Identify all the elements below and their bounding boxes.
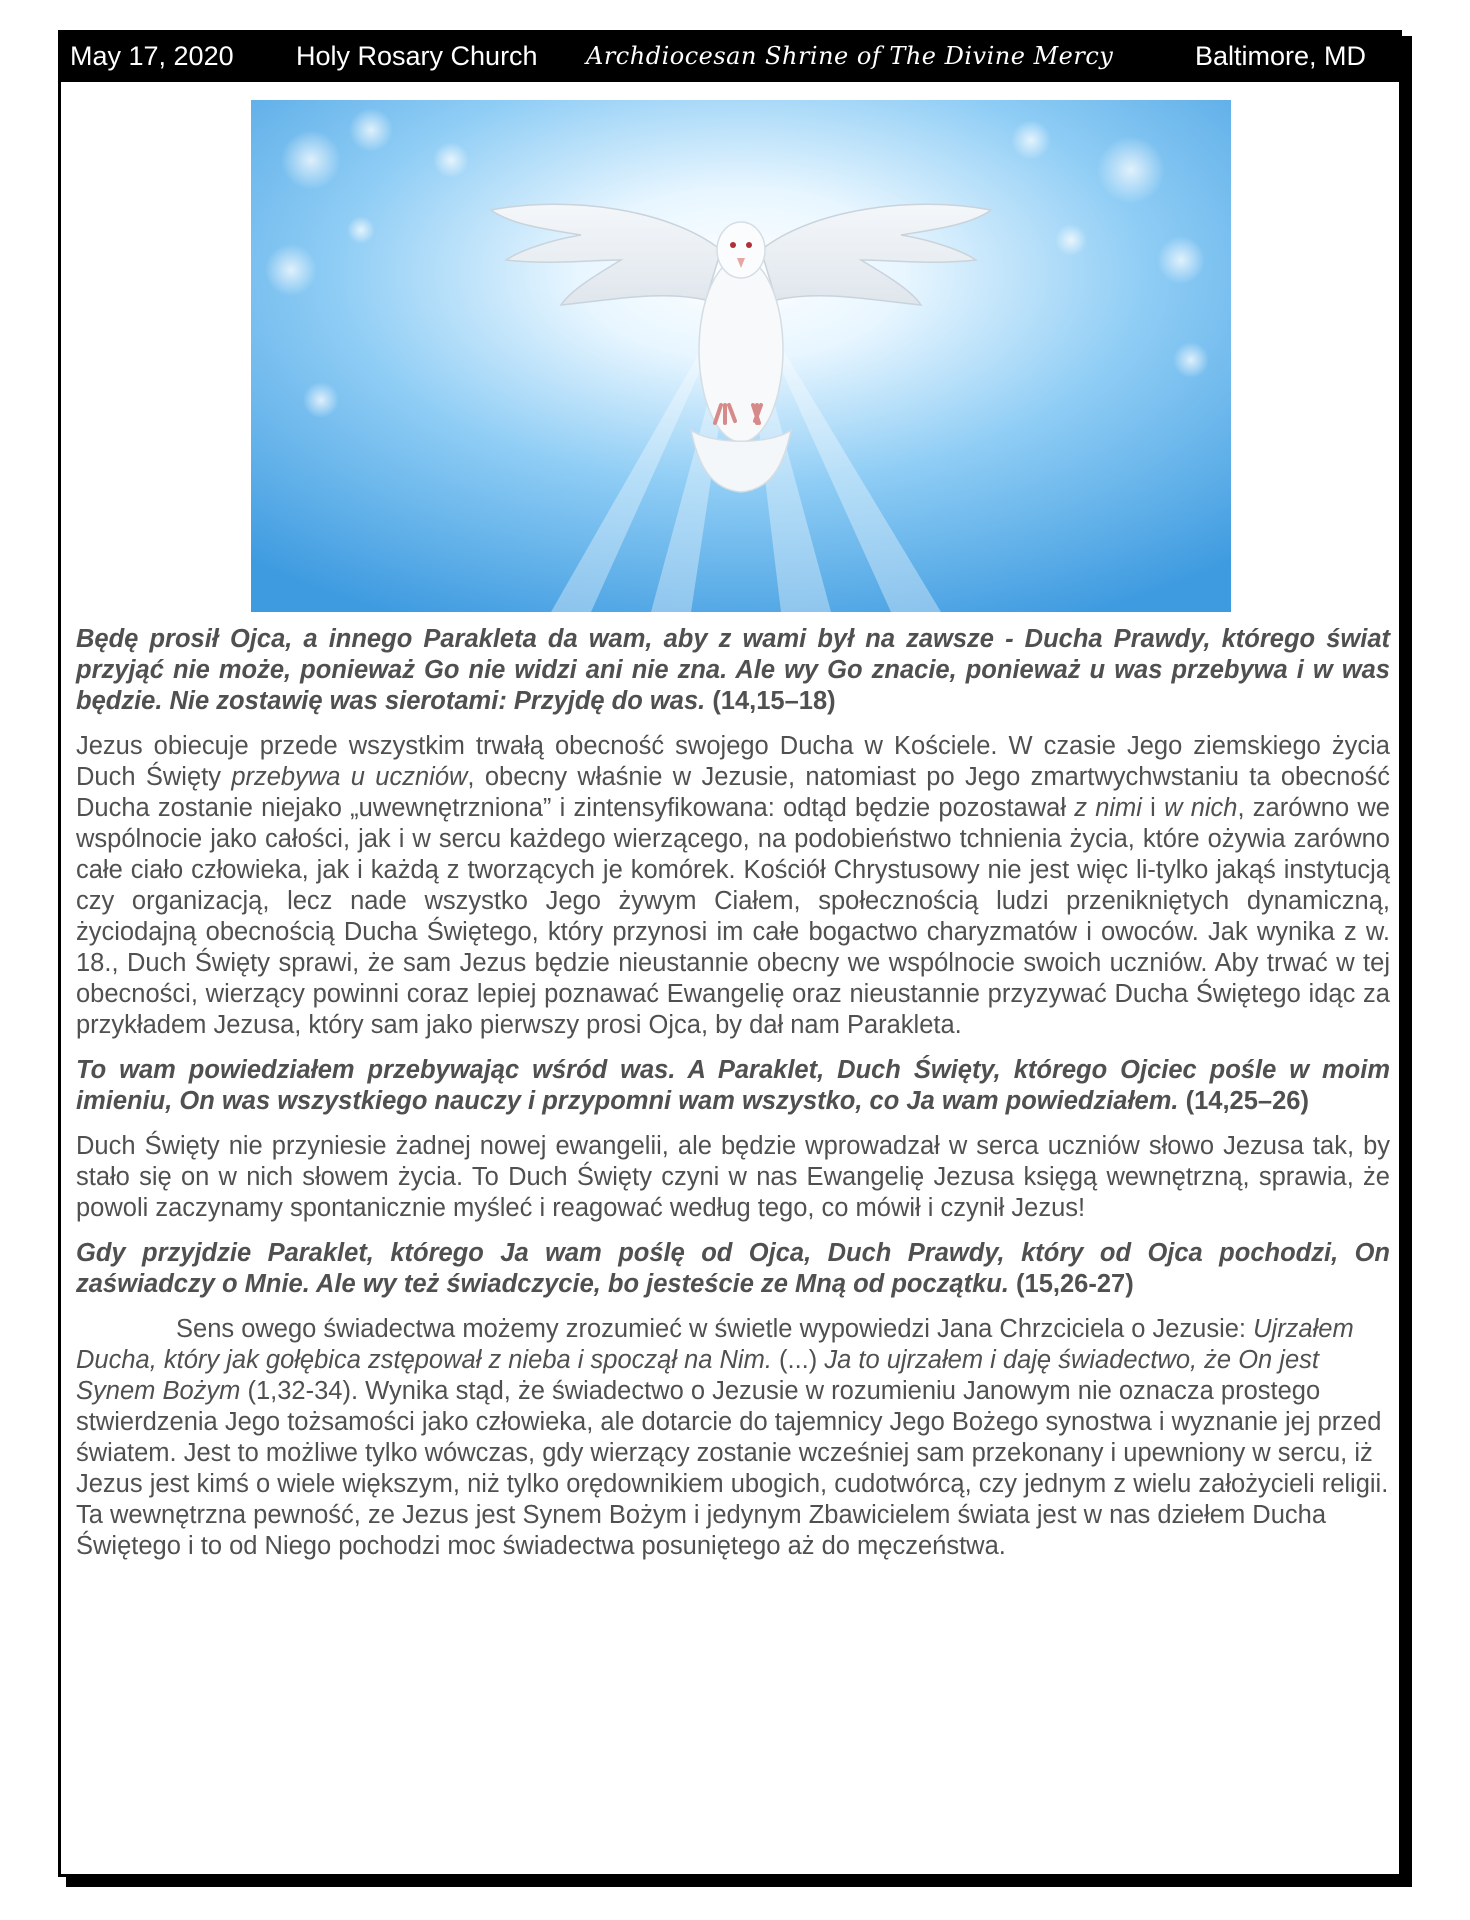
- header-bar: [58, 30, 1402, 82]
- commentary-1-text: i: [1141, 794, 1165, 822]
- scripture-quote-2: [76, 1055, 1390, 1117]
- commentary-1: [76, 731, 1390, 1041]
- commentary-3: [76, 1314, 1390, 1562]
- shrine-title: Archdiocesan Shrine of The Divine Mercy: [586, 42, 1114, 70]
- frame-shadow-bottom: [66, 1877, 1412, 1887]
- commentary-3-text: (...): [771, 1346, 825, 1374]
- city-name: Baltimore, MD: [1194, 40, 1366, 71]
- hero-image: [251, 100, 1231, 612]
- quote-text-3: Gdy przyjdzie Paraklet, którego Ja wam poślę od Ojca, Duch Prawdy, który od Ojca pochodzi, On zaświadczy o Mnie. Ale wy też świadczycie, bo jesteście ze Mną od początku.: [76, 1239, 1390, 1298]
- quote-ref-3: (15,26-27): [1016, 1270, 1134, 1298]
- scripture-quote-1: [76, 624, 1390, 717]
- bulletin-date: May 17, 2020: [70, 40, 234, 71]
- commentary-1-text: Jezus obiecuje przede wszystkim trwałą obecność swojego Ducha w Kościele. W czasie Jego ziemskiego życia Duch Święty: [76, 732, 1390, 791]
- frame-shadow-right: [1402, 36, 1412, 1887]
- church-name: Holy Rosary Church: [296, 40, 538, 71]
- article-content: [76, 624, 1390, 1576]
- scripture-quote-3: [76, 1238, 1390, 1300]
- commentary-3-emphasis: Ujrzałem Ducha, który jak gołębica zstępował z nieba i spoczął na Nim.: [76, 1315, 1354, 1374]
- commentary-2: Duch Święty nie przyniesie żadnej nowej ewangelii, ale będzie wprowadzał w serca uczniów słowo Jezusa tak, by stało się on w nich słowem życia. To Duch Święty czyni w nas Ewangelię Jezusa księgą wewnętrzną, sprawia, że powoli zaczynamy spontanicznie myśleć i reagować według tego, co mówił i czynił Jezus!: [76, 1132, 1390, 1222]
- commentary-3-text: Sens owego świadectwa możemy zrozumieć w świetle wypowiedzi Jana Chrzciciela o Jezusie:: [176, 1315, 1254, 1343]
- commentary-1-emphasis: przebywa u uczniów: [231, 763, 468, 791]
- commentary-1-text: , zarówno we wspólnocie jako całości, jak i w sercu każdego wierzącego, na podobieństwo tchnienia życia, które ożywia zarówno całe ciało człowieka, jak i każdą z tworzących je komórek. Kościół Chrystusowy nie jest więc li-tylko jakąś instytucją czy organizacją, lecz nade wszystko Jego żywym Ciałem, społecznością ludzi przenikniętych dynamiczną, życiodajną obecnością Ducha Świętego, który przynosi im całe bogactwo charyzmatów i owoców. Jak wynika z w. 18., Duch Święty sprawi, że sam Jezus będzie nieustannie obecny we wspólnocie swoich uczniów. Aby trwać w tej obecności, wierzący powinni coraz lepiej poznawać Ewangelię oraz nieustannie przyzywać Ducha Świętego idąc za przykładem Jezusa, który sam jako pierwszy prosi Ojca, by dał nam Parakleta.: [76, 794, 1390, 1039]
- quote-text-1: Będę prosił Ojca, a innego Parakleta da wam, aby z wami był na zawsze - Ducha Prawdy, którego świat przyjąć nie może, ponieważ Go nie widzi ani nie zna. Ale wy Go znacie, ponieważ u was przebywa i w was będzie. Nie zostawię was sierotami: Przyjdę do was.: [76, 625, 1390, 715]
- commentary-3-text: (1,32-34). Wynika stąd, że świadectwo o Jezusie w rozumieniu Janowym nie oznacza prostego stwierdzenia Jego tożsamości jako człowieka, ale dotarcie do tajemnicy Jego Bożego synostwa i wyznanie jej przed światem. Jest to możliwe tylko wówczas, gdy wierzący zostanie wcześniej sam przekonany i upewniony w sercu, iż Jezus jest kimś o wiele większym, niż tylko orędownikiem ubogich, cudotwórcą, czy jednym z wielu założycieli religii. Ta wewnętrzna pewność, ze Jezus jest Synem Bożym i jedynym Zbawicielem świata jest w nas dziełem Ducha Świętego i to od Niego pochodzi moc świadectwa posuniętego aż do męczeństwa.: [76, 1377, 1389, 1560]
- commentary-1-emphasis: w nich: [1164, 794, 1238, 822]
- commentary-1-emphasis: z nimi: [1074, 794, 1142, 822]
- quote-ref-1: (14,15–18): [712, 687, 836, 715]
- quote-ref-2: (14,25–26): [1185, 1087, 1309, 1115]
- dove-icon: [251, 100, 1231, 612]
- commentary-3-emphasis: Ja to ujrzałem i daję świadectwo, że On jest Synem Bożym: [76, 1346, 1319, 1405]
- commentary-1-text: , obecny właśnie w Jezusie, natomiast po Jego zmartwychwstaniu ta obecność Ducha zostanie niejako „uwewnętrzniona” i zintensyfikowana: odtąd będzie pozostawał: [76, 763, 1390, 822]
- quote-text-2: To wam powiedziałem przebywając wśród was. A Paraklet, Duch Święty, którego Ojciec pośle w moim imieniu, On was wszystkiego nauczy i przypomni wam wszystko, co Ja wam powiedziałem.: [76, 1056, 1390, 1115]
